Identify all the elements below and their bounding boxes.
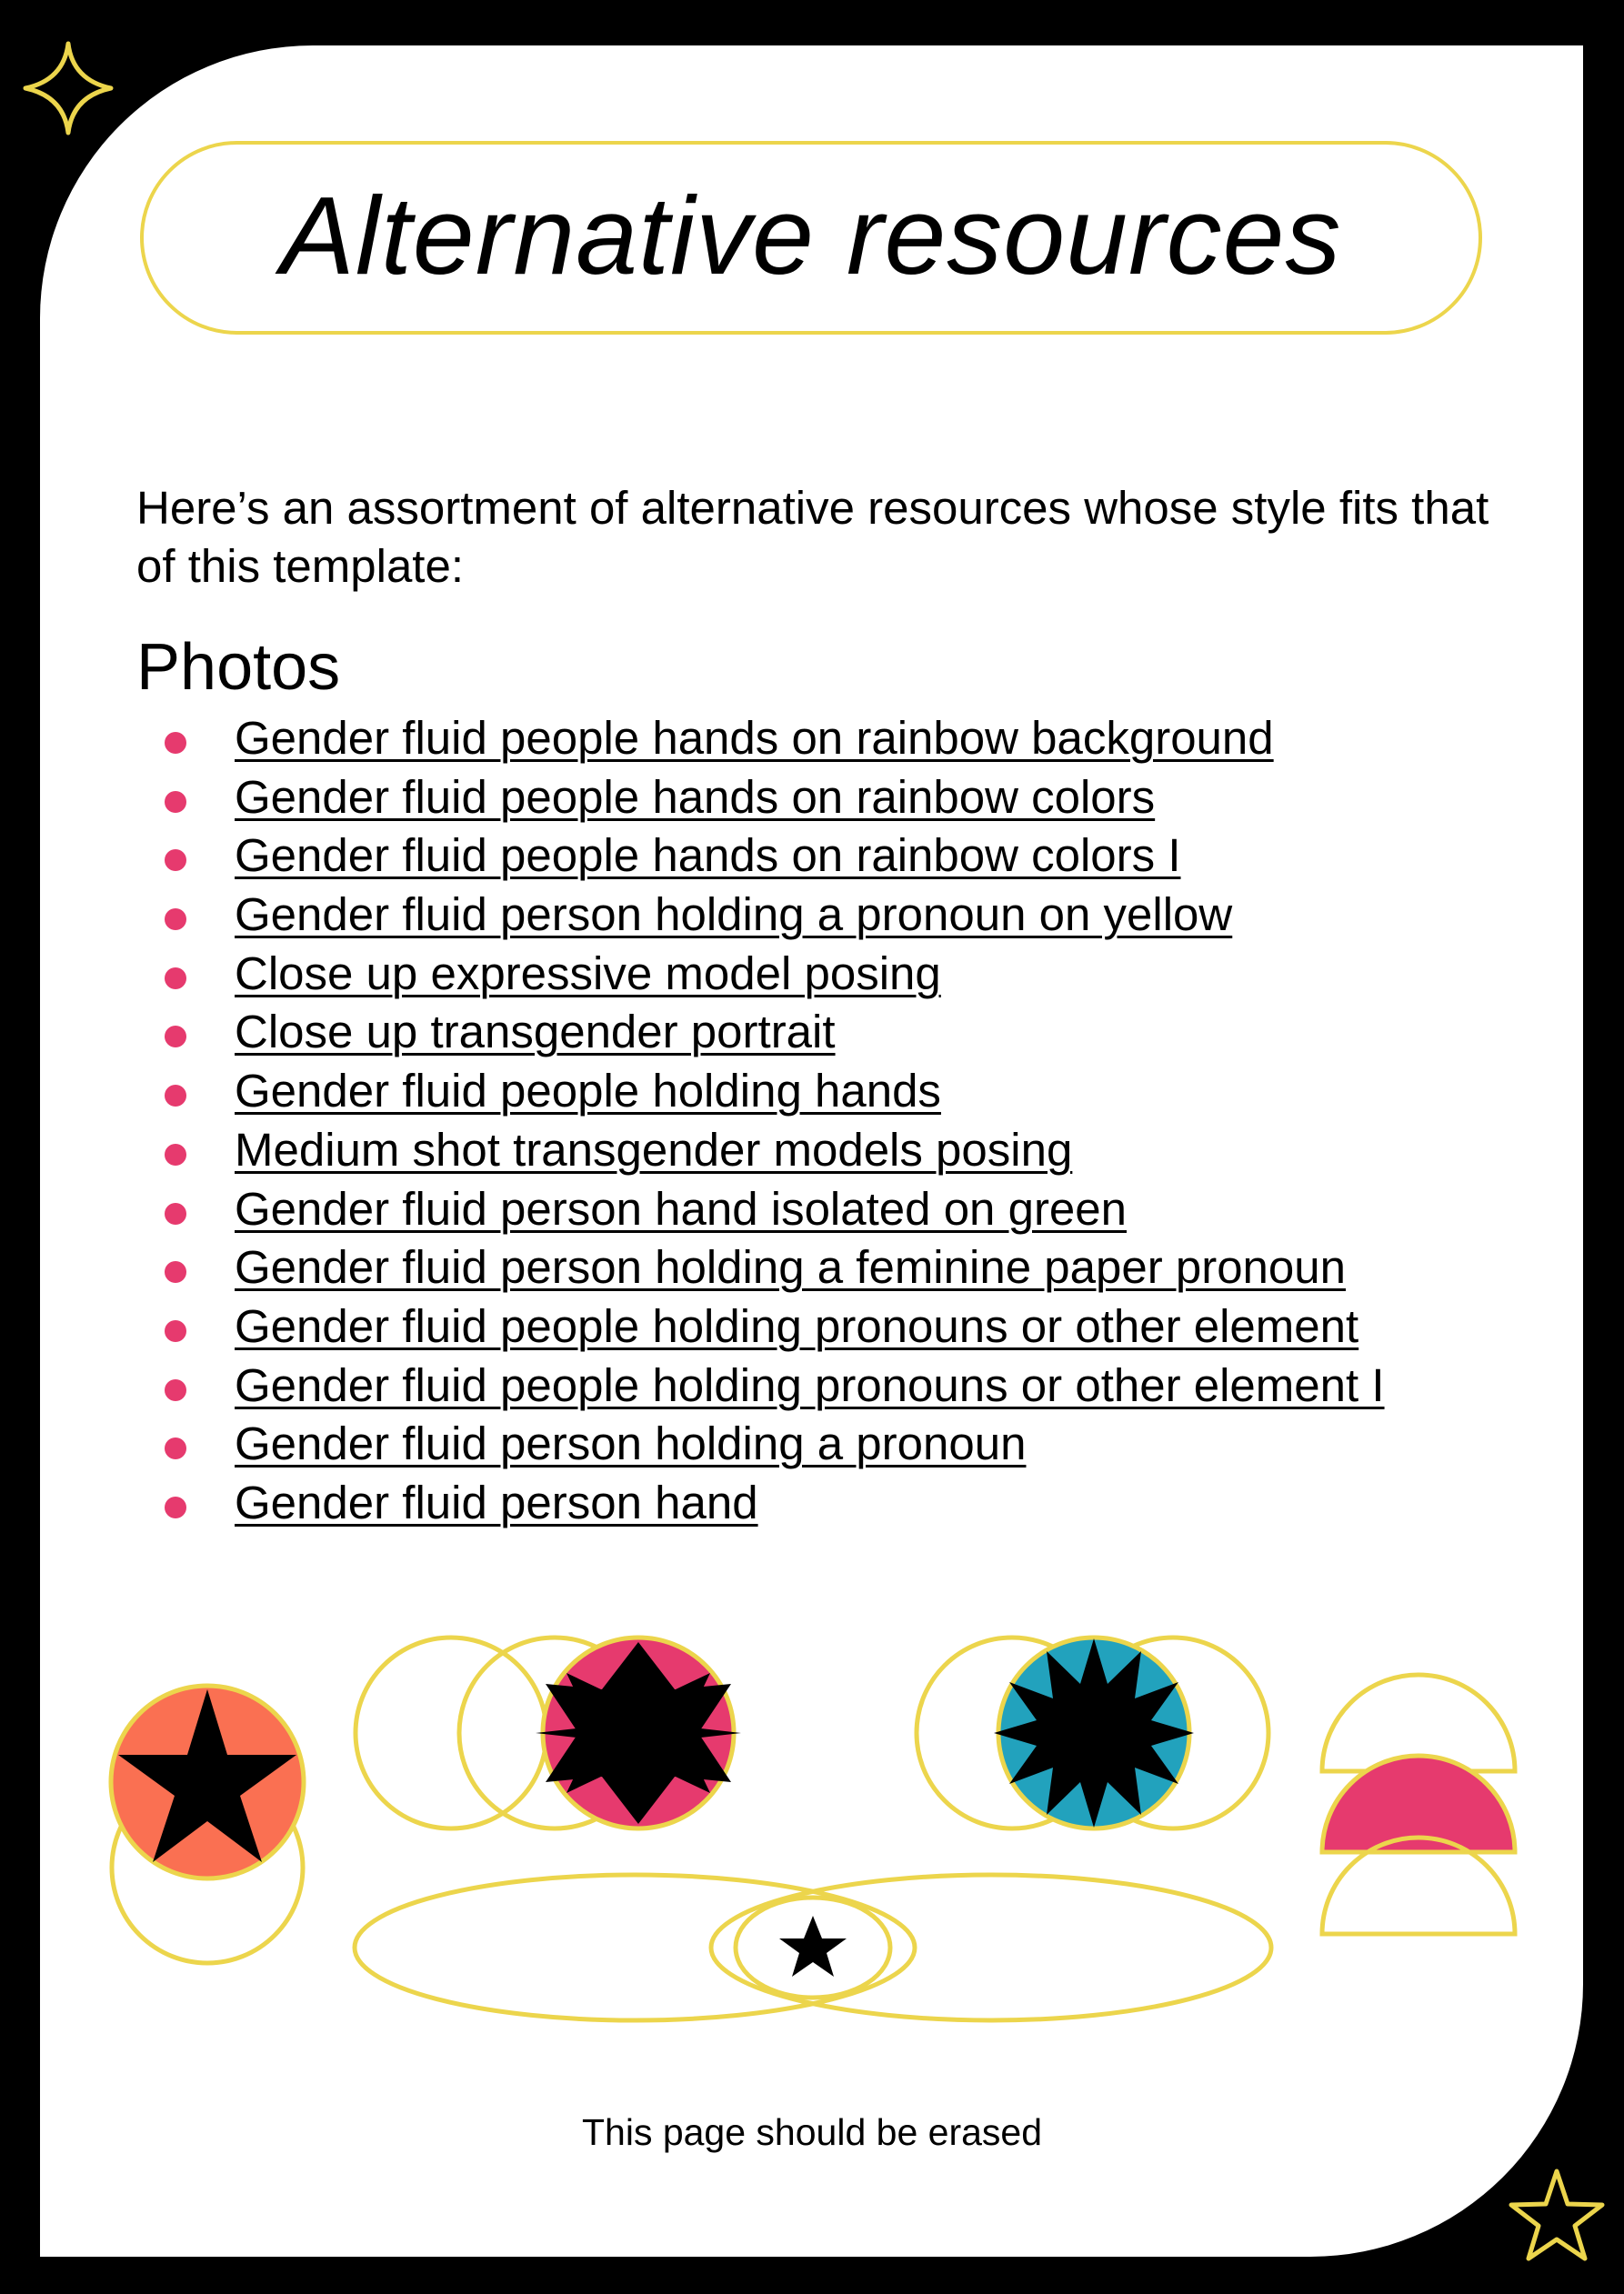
footer-note: This page should be erased bbox=[581, 2111, 1042, 2153]
page-title: Alternative resources bbox=[280, 173, 1342, 297]
resource-link[interactable]: Gender fluid person hand bbox=[235, 1476, 758, 1528]
resource-link[interactable]: Gender fluid people holding pronouns or other element bbox=[235, 1299, 1359, 1352]
resource-link[interactable]: Close up transgender portrait bbox=[235, 1006, 836, 1058]
resource-link[interactable]: Gender fluid person hand isolated on green bbox=[235, 1182, 1128, 1235]
outline-circle bbox=[356, 1638, 546, 1828]
resource-link[interactable]: Medium shot transgender models posing bbox=[235, 1123, 1073, 1176]
intro-text: Here’s an assortment of alternative resources whose style fits that of this template: bbox=[136, 482, 1489, 592]
resource-link[interactable]: Gender fluid people hands on rainbow colors I bbox=[235, 829, 1181, 882]
resource-link[interactable]: Gender fluid person holding a pronoun on yellow bbox=[235, 888, 1233, 941]
resource-link[interactable]: Gender fluid people holding pronouns or other element I bbox=[235, 1358, 1385, 1411]
resource-link[interactable]: Gender fluid person holding a pronoun bbox=[235, 1417, 1027, 1470]
resource-link[interactable]: Gender fluid people hands on rainbow colors bbox=[235, 770, 1156, 823]
resource-link[interactable]: Gender fluid person holding a feminine paper pronoun bbox=[235, 1241, 1347, 1294]
section-heading-photos: Photos bbox=[136, 631, 341, 704]
resource-link[interactable]: Close up expressive model posing bbox=[235, 947, 941, 999]
resource-link[interactable]: Gender fluid people hands on rainbow background bbox=[235, 712, 1274, 764]
resource-link[interactable]: Gender fluid people holding hands bbox=[235, 1065, 941, 1117]
small-star-icon bbox=[779, 1916, 847, 1977]
